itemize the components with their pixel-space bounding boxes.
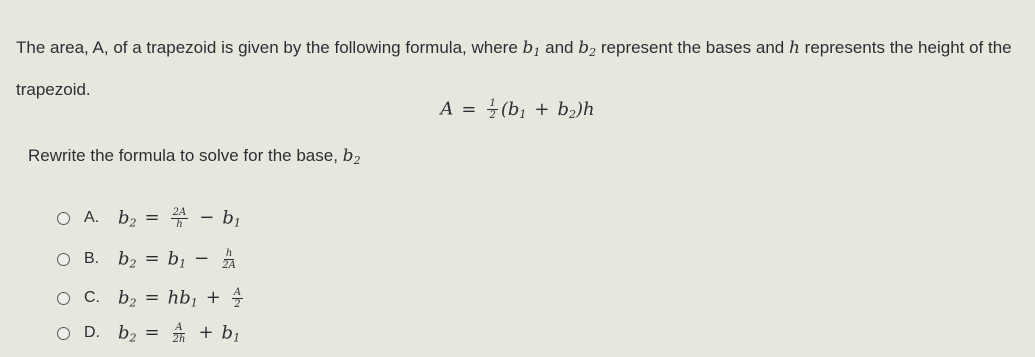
formula-eq: = bbox=[461, 98, 477, 120]
choice-d-letter: D. bbox=[84, 324, 100, 341]
choice-a-letter: A. bbox=[84, 209, 100, 226]
prompt-intro: The area, A, of a trapezoid is given by the following formula, where bbox=[16, 38, 518, 57]
rewrite-instruction bbox=[28, 146, 361, 167]
rewrite-var: $b_2$ bbox=[342, 146, 361, 167]
choice-d[interactable] bbox=[57, 320, 240, 346]
prompt-bases-text: represent the bases and bbox=[600, 38, 785, 57]
choice-b-letter: B. bbox=[84, 250, 100, 267]
choice-d-equation: $b_2$ = $\frac{A}{2h}$ + $b_1$ bbox=[118, 321, 241, 345]
radio-c[interactable] bbox=[57, 292, 70, 305]
choice-b[interactable] bbox=[57, 246, 241, 272]
question-prompt bbox=[16, 29, 1021, 108]
var-h: h bbox=[788, 38, 800, 58]
area-formula bbox=[0, 98, 1035, 121]
choice-a-equation: $b_2$ = $\frac{2A}{h}$ − $b_1$ bbox=[118, 206, 241, 230]
var-b1: $b_1$ bbox=[522, 38, 541, 59]
choice-a[interactable] bbox=[57, 205, 241, 231]
formula-half: $\frac{1}{2}$ bbox=[489, 98, 496, 121]
var-b2: $b_2$ bbox=[578, 38, 597, 59]
formula-b2: $b_2)h$ bbox=[557, 98, 595, 121]
formula-lhs: A bbox=[440, 98, 454, 120]
radio-d[interactable] bbox=[57, 327, 70, 340]
radio-a[interactable] bbox=[57, 212, 70, 225]
formula-b1: ($b_1$ bbox=[500, 98, 527, 121]
choice-c[interactable] bbox=[57, 285, 246, 311]
formula-plus: + bbox=[534, 98, 550, 120]
choice-c-letter: C. bbox=[84, 289, 100, 306]
choice-c-equation: $b_2 = hb_1$ + $\frac{A}{2}$ bbox=[118, 286, 242, 310]
rewrite-text: Rewrite the formula to solve for the base, bbox=[28, 146, 338, 165]
prompt-and: and bbox=[545, 38, 574, 57]
prompt-height-text: represents the height of the trapezoid. bbox=[16, 38, 1012, 99]
choice-b-equation: $b_2 = b_1$ − $\frac{h}{2A}$ bbox=[118, 247, 236, 271]
radio-b[interactable] bbox=[57, 253, 70, 266]
